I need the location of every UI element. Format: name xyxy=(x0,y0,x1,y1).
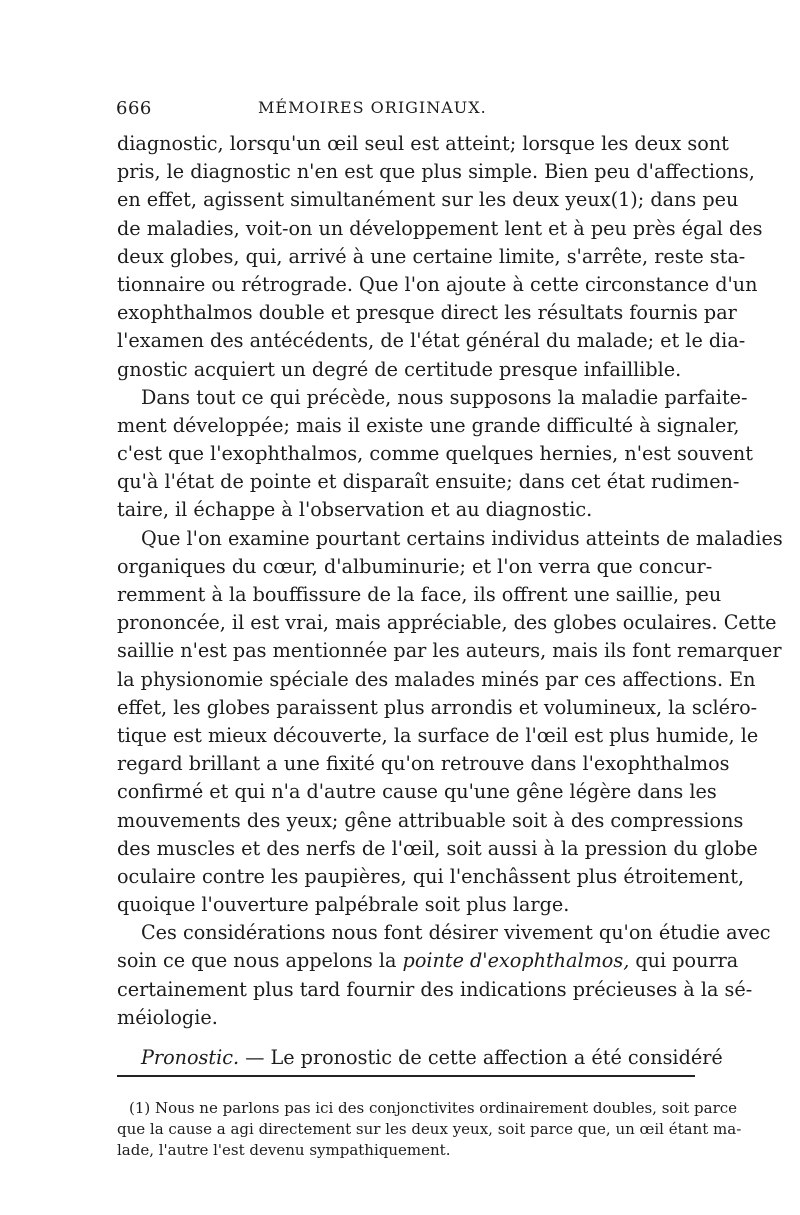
text-line: quoique l'ouverture palpébrale soit plus large. xyxy=(117,893,570,917)
text-line: effet, les globes paraissent plus arrondis et volumineux, la scléro- xyxy=(117,695,758,719)
footnote-line: que la cause a agi directement sur les deux yeux, soit parce que, un œil étant ma- xyxy=(117,1120,742,1138)
text-line: méiologie. xyxy=(117,1005,218,1029)
text-line: oculaire contre les paupières, qui l'enchâssent plus étroitement, xyxy=(117,864,745,888)
text-line: ment développée; mais il existe une grande difficulté à signaler, xyxy=(117,413,740,437)
footnote-line: lade, l'autre l'est devenu sympathiquement. xyxy=(117,1141,451,1159)
text-line: exophthalmos double et presque direct les résultats fournis par xyxy=(117,301,737,325)
page-number: 666 xyxy=(116,98,152,119)
text-line: l'examen des antécédents, de l'état général du malade; et le dia- xyxy=(117,329,746,353)
section-heading: Pronostic. xyxy=(141,1046,240,1069)
text-line: regard brillant a une fixité qu'on retrouve dans l'exophthalmos xyxy=(117,752,730,776)
text-run: soin ce que nous appelons la xyxy=(117,949,403,973)
section-line xyxy=(117,1044,723,1072)
text-line: pris, le diagnostic n'en est que plus simple. Bien peu d'affections, xyxy=(117,160,755,184)
text-line: c'est que l'exophthalmos, comme quelques hernies, n'est souvent xyxy=(117,442,753,466)
text-run: qui pourra xyxy=(629,949,739,973)
text-line: organiques du cœur, d'albuminurie; et l'on verra que concur- xyxy=(117,554,713,578)
text-line: prononcée, il est vrai, mais appréciable, des globes oculaires. Cette xyxy=(117,611,777,635)
text-line: deux globes, qui, arrivé à une certaine limite, s'arrête, reste sta- xyxy=(117,244,746,268)
text-line: en effet, agissent simultanément sur les deux yeux(1); dans peu xyxy=(117,188,739,212)
text-line: mouvements des yeux; gêne attribuable soit à des compressions xyxy=(117,808,744,832)
text-line: qu'à l'état de pointe et disparaît ensuite; dans cet état rudimen- xyxy=(117,470,740,494)
text-line: certainement plus tard fournir des indications précieuses à la sé- xyxy=(117,977,753,1001)
text-line: gnostic acquiert un degré de certitude presque infaillible. xyxy=(117,357,682,381)
text-line: saillie n'est pas mentionnée par les auteurs, mais ils font remarquer xyxy=(117,639,782,663)
footnotes xyxy=(117,1098,742,1161)
footnote-rule xyxy=(117,1075,695,1077)
text-line: tique est mieux découverte, la surface de l'œil est plus humide, le xyxy=(117,723,759,747)
text-line: diagnostic, lorsqu'un œil seul est atteint; lorsque les deux sont xyxy=(117,132,729,155)
text-line: tionnaire ou rétrograde. Que l'on ajoute à cette circonstance d'un xyxy=(117,272,758,296)
text-line: de maladies, voit-on un développement lent et à peu près égal des xyxy=(117,216,763,240)
text-line: Ces considérations nous font désirer vivement qu'on étudie avec xyxy=(141,921,771,945)
body-text xyxy=(117,130,783,1072)
text-line: Dans tout ce qui précède, nous supposons la maladie parfaite- xyxy=(141,385,748,409)
text-line: la physionomie spéciale des malades minés par ces affections. En xyxy=(117,667,756,691)
footnote-line: (1) Nous ne parlons pas ici des conjonctivites ordinairement doubles, soit parce xyxy=(129,1099,738,1117)
italic-term: pointe d'exophthalmos, xyxy=(402,949,630,973)
text-run: — Le pronostic de cette affection a été considéré xyxy=(239,1046,723,1069)
text-line: des muscles et des nerfs de l'œil, soit aussi à la pression du globe xyxy=(117,836,758,860)
text-line: remment à la bouffissure de la face, ils offrent une saillie, peu xyxy=(117,583,722,606)
text-line xyxy=(117,947,739,975)
text-line: confirmé et qui n'a d'autre cause qu'une gêne légère dans les xyxy=(117,780,717,804)
running-title: MÉMOIRES ORIGINAUX. xyxy=(258,98,487,117)
text-line: Que l'on examine pourtant certains individus atteints de maladies xyxy=(141,526,783,550)
text-line: taire, il échappe à l'observation et au diagnostic. xyxy=(117,498,593,522)
